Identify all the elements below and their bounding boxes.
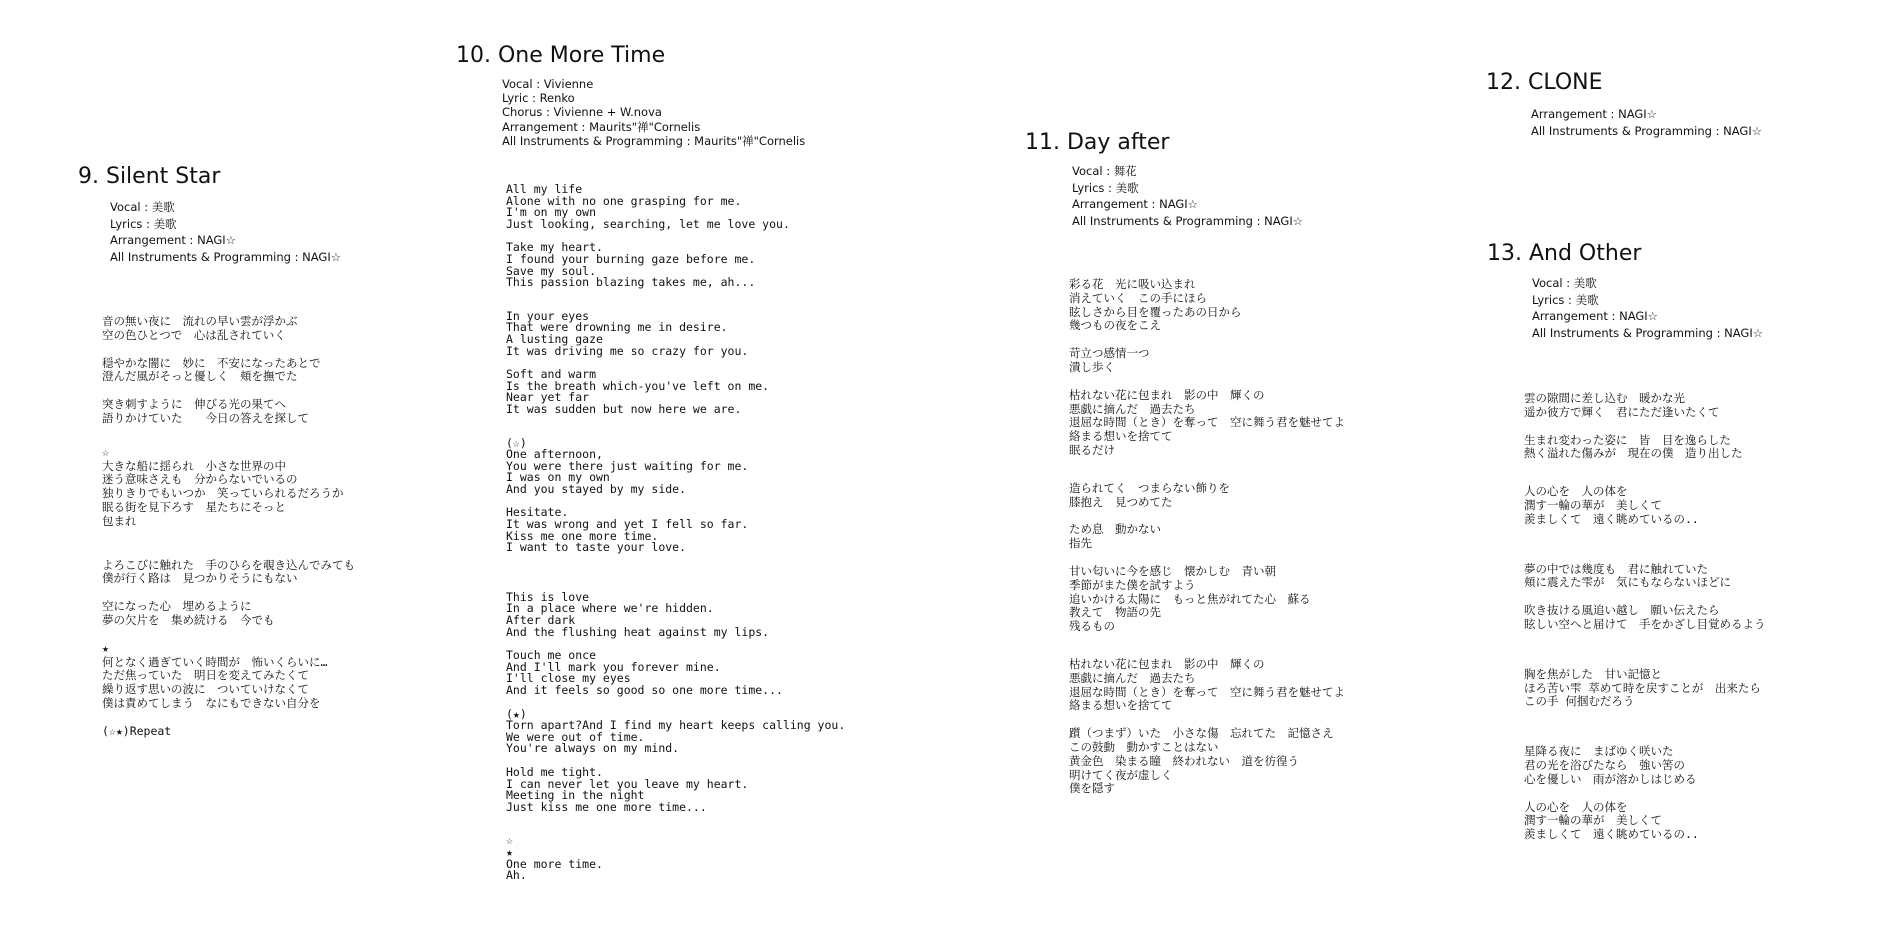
lyric-line: 黄金色 染まる瞳 終われない 道を彷徨う xyxy=(1069,753,1299,768)
lyric-line: Just looking, searching, let me love you. xyxy=(506,216,790,231)
lyric-stanza xyxy=(102,725,355,739)
lyric-line: You're always on my mind. xyxy=(506,741,680,756)
lyric-line: 悪戯に摘んだ 過去たち xyxy=(1069,401,1196,416)
lyric-line: Is the breath which-you've left on me. xyxy=(506,378,770,393)
lyric-line: 語りかけていた 今日の答えを探して xyxy=(102,410,309,425)
track-12-header xyxy=(1486,70,1762,139)
lyric-line: I'm on my own xyxy=(506,205,597,220)
lyric-line: 膝抱え 見つめてた xyxy=(1069,494,1173,509)
lyric-line: 潤す一輪の華が 美しくて xyxy=(1524,813,1662,828)
lyric-line: ただ焦っていた 明日を変えてみたくて xyxy=(102,668,309,683)
lyric-line: 頬に震えた雫が 気にもならないほどに xyxy=(1524,575,1731,590)
lyric-line: It was sudden but now here we are. xyxy=(506,401,742,416)
lyric-line: 絡まる想いを捨てて xyxy=(1069,429,1173,444)
track-title: 9. Silent Star xyxy=(78,164,221,189)
lyric-line: After dark xyxy=(506,613,576,628)
lyric-line: Save my soul. xyxy=(506,263,597,278)
lyric-line: 夢の中では幾度も 君に触れていた xyxy=(1524,561,1708,576)
lyric-stanza xyxy=(102,642,355,711)
lyric-stanza xyxy=(1069,347,1345,375)
lyric-line: 眠る街を見下ろす 星たちにそっと xyxy=(102,499,286,514)
lyric-line: And I'll mark you forever mine. xyxy=(506,659,721,674)
credit-line: All Instruments & Programming : NAGI☆ xyxy=(1532,325,1764,340)
lyric-line: This is love xyxy=(506,589,590,604)
lyric-stanza xyxy=(1069,389,1345,458)
lyric-line: 音の無い夜に 流れの早い雲が浮かぶ xyxy=(102,314,298,328)
lyric-line: And you stayed by my side. xyxy=(506,481,687,496)
lyric-line: 空になった心 埋めるように xyxy=(102,599,252,614)
lyric-line: A lusting gaze xyxy=(506,331,603,346)
lyric-line: 躓（つまず）いた 小さな傷 忘れてた 記憶さえ xyxy=(1069,726,1334,741)
lyric-line: One afternoon, xyxy=(506,447,603,462)
lyric-line: 残るもの xyxy=(1069,619,1115,634)
lyric-line: Near yet far xyxy=(506,390,590,405)
credit-line: All Instruments & Programming : Maurits"禅"Cornelis xyxy=(502,133,806,148)
lyric-stanza xyxy=(102,559,355,587)
lyric-line: 甘い匂いに今を感じ 懐かしむ 青い朝 xyxy=(1069,563,1276,578)
credit-line: Vocal : 舞花 xyxy=(1072,164,1137,178)
lyric-line: Just kiss me one more time... xyxy=(506,799,707,814)
lyric-line: 熱く溢れた傷みが 現在の僕 造り出した xyxy=(1524,446,1743,461)
lyric-line: 穏やかな闇に 妙に 不安になったあとで xyxy=(102,355,321,370)
credit-line: Lyrics : 美歌 xyxy=(1072,180,1139,195)
track-credits xyxy=(502,77,805,148)
lyric-line: Soft and warm xyxy=(506,367,597,382)
credit-line: All Instruments & Programming : NAGI☆ xyxy=(1531,123,1763,138)
lyric-line: 胸を焦がした 甘い記憶と xyxy=(1524,666,1662,681)
lyric-line: Kiss me one more time. xyxy=(506,528,659,543)
lyric-line: 吹き抜ける風追い越し 願い伝えたら xyxy=(1524,603,1720,618)
lyric-stanza xyxy=(506,650,845,696)
lyric-line: (★) xyxy=(506,706,527,721)
track-credits xyxy=(1531,106,1762,139)
lyric-stanza xyxy=(506,308,845,358)
track-title: 13. And Other xyxy=(1487,241,1642,266)
lyric-stanza xyxy=(506,184,845,230)
lyric-line: 眩しさから目を覆ったあの日から xyxy=(1069,304,1242,319)
lyric-line: And it feels so good so one more time... xyxy=(506,683,783,697)
lyric-line: 僕が行く路は 見つかりそうにもない xyxy=(102,571,298,586)
lyric-stanza xyxy=(1069,482,1345,510)
lyric-line: この手 何掴むだろう xyxy=(1524,694,1635,709)
lyric-line: 悪戯に摘んだ 過去たち xyxy=(1069,670,1196,685)
lyric-stanza xyxy=(506,764,845,814)
lyric-line: 星降る夜に まばゆく咲いた xyxy=(1524,744,1674,759)
lyric-stanza xyxy=(1069,278,1345,333)
lyric-line: Torn apart?And I find my heart keeps calling you. xyxy=(506,718,846,733)
track-11-header xyxy=(1025,130,1303,229)
track-10-lyrics xyxy=(506,184,845,896)
lyric-line: 迷う意味さえも 分からないでいるの xyxy=(102,472,298,487)
lyric-line: (☆) xyxy=(506,435,527,450)
lyric-stanza xyxy=(506,507,845,553)
lyric-line: 季節がまた僕を試すよう xyxy=(1069,577,1196,592)
lyric-stanza xyxy=(1069,565,1345,634)
lyric-line: Ah. xyxy=(506,868,527,883)
lyric-stanza xyxy=(506,369,845,415)
lyric-stanza xyxy=(1524,434,1766,462)
lyric-line: 羨ましくて 遠く眺めているの.. xyxy=(1524,511,1699,526)
lyric-line: 君の光を浴びたなら 強い筈の xyxy=(1524,757,1685,772)
track-title: 12. CLONE xyxy=(1486,70,1603,95)
lyric-line: 雲の隙間に差し込む 暖かな光 xyxy=(1524,391,1685,405)
lyric-line: In your eyes xyxy=(506,308,590,323)
lyric-line: Alone with no one grasping for me. xyxy=(506,193,742,208)
track-title: 11. Day after xyxy=(1025,130,1170,155)
lyric-stanza xyxy=(102,315,355,343)
lyric-line: I found your burning gaze before me. xyxy=(506,251,756,266)
lyric-line: 生まれ変わった姿に 皆 目を逸らした xyxy=(1524,432,1731,447)
lyric-line: Hold me tight. xyxy=(506,764,603,779)
lyric-line: 眠るだけ xyxy=(1069,442,1115,457)
lyric-line: 包まれ xyxy=(102,513,137,528)
track-credits xyxy=(1532,275,1763,341)
track-11-lyrics xyxy=(1069,278,1345,810)
credit-line: Vocal : 美歌 xyxy=(1532,276,1597,290)
lyric-line: It was driving me so crazy for you. xyxy=(506,343,749,358)
lyric-stanza xyxy=(506,435,845,496)
lyric-line: よろこびに触れた 手のひらを覗き込んでみても xyxy=(102,557,355,572)
lyric-line: 繰り返す思いの波に ついていけなくて xyxy=(102,682,309,697)
lyric-line: I can never let you leave my heart. xyxy=(506,776,749,791)
credit-line: Arrangement : NAGI☆ xyxy=(1532,309,1658,323)
lyric-stanza xyxy=(506,706,846,756)
lyric-line: I was on my own xyxy=(506,470,610,485)
lyric-line: 遥か彼方で輝く 君にただ逢いたくて xyxy=(1524,404,1720,419)
lyric-line: All my life xyxy=(506,182,583,196)
lyric-line: 羨ましくて 遠く眺めているの.. xyxy=(1524,827,1699,842)
lyric-line: We were out of time. xyxy=(506,729,645,744)
lyric-stanza xyxy=(506,242,845,288)
lyric-line: I'll close my eyes xyxy=(506,671,631,686)
lyric-line: 枯れない花に包まれ 影の中 輝くの xyxy=(1069,656,1265,671)
track-13-header xyxy=(1487,241,1763,341)
lyric-stanza xyxy=(102,357,355,385)
lyric-stanza xyxy=(102,398,355,426)
lyric-line: 大きな船に揺られ 小さな世界の中 xyxy=(102,458,286,473)
lyric-line: ☆ xyxy=(102,444,109,459)
lyric-line: 指先 xyxy=(1069,536,1092,551)
lyric-line: (☆★)Repeat xyxy=(102,723,172,738)
lyric-line: 僕は責めてしまう なにもできない自分を xyxy=(102,695,321,710)
lyric-stanza xyxy=(102,446,355,529)
lyric-line: In a place where we're hidden. xyxy=(506,601,714,616)
lyric-line: 退屈な時間（とき）を奪って 空に舞う君を魅せてよ xyxy=(1069,415,1345,430)
lyric-line: One more time. xyxy=(506,856,603,871)
lyric-line: Hesitate. xyxy=(506,505,569,520)
credit-line: Chorus : Vivienne + W.nova xyxy=(502,105,662,120)
lyric-line: 苛立つ感情一つ xyxy=(1069,346,1150,361)
lyric-line: 枯れない花に包まれ 影の中 輝くの xyxy=(1069,387,1265,402)
lyric-line: 消えていく この手にほら xyxy=(1069,290,1207,305)
credit-line: Lyric : Renko xyxy=(502,91,575,106)
lyric-stanza xyxy=(1524,745,1766,786)
lyric-stanza xyxy=(1524,801,1766,842)
lyric-line: 絡まる想いを捨てて xyxy=(1069,698,1173,713)
lyric-stanza xyxy=(1069,658,1345,713)
lyric-line: 何となく過ぎていく時間が 怖いくらいに… xyxy=(102,654,328,669)
lyric-stanza xyxy=(102,600,355,628)
credit-line: Vocal : 美歌 xyxy=(110,200,175,214)
lyric-line: This passion blazing takes me, ah... xyxy=(506,275,756,290)
lyric-line: 退屈な時間（とき）を奪って 空に舞う君を魅せてよ xyxy=(1069,684,1345,699)
lyric-line: Touch me once xyxy=(506,648,597,663)
track-13-lyrics xyxy=(1524,392,1766,856)
lyric-line: Take my heart. xyxy=(506,240,603,255)
lyric-line: ため息 動かない xyxy=(1069,522,1161,537)
lyric-line: ☆ xyxy=(506,833,513,848)
lyric-line: 潰し歩く xyxy=(1069,359,1115,374)
credit-line: Vocal : Vivienne xyxy=(502,77,594,91)
lyric-line: 人の心を 人の体を xyxy=(1524,484,1628,499)
lyric-line: I want to taste your love. xyxy=(506,540,687,555)
lyric-line: ★ xyxy=(506,844,513,859)
lyric-line: 幾つもの夜をこえ xyxy=(1069,318,1161,333)
lyric-line: 澄んだ風がそっと優しく 頬を撫でた xyxy=(102,369,298,384)
lyric-line: 独りきりでもいつか 笑っていられるだろうか xyxy=(102,486,344,501)
track-9-header xyxy=(78,164,341,265)
lyric-line: And the flushing heat against my lips. xyxy=(506,624,770,639)
lyric-line: 突き刺すように 伸びる光の果てへ xyxy=(102,397,286,412)
lyric-line: 追いかける太陽に もっと焦がれてた心 蘇る xyxy=(1069,591,1311,606)
lyric-stanza xyxy=(506,589,845,639)
lyric-stanza xyxy=(1524,392,1766,420)
lyric-line: 教えて 物語の先 xyxy=(1069,605,1161,620)
lyric-stanza xyxy=(1524,604,1766,632)
track-9-lyrics xyxy=(102,315,355,753)
lyric-line: 彩る花 光に吸い込まれ xyxy=(1069,277,1196,291)
credit-line: Arrangement : NAGI☆ xyxy=(1531,107,1657,121)
track-credits xyxy=(110,199,341,265)
lyric-stanza xyxy=(506,835,845,881)
lyric-stanza xyxy=(1069,523,1345,551)
lyric-stanza xyxy=(1524,668,1766,709)
credit-line: All Instruments & Programming : NAGI☆ xyxy=(1072,213,1304,228)
credit-line: All Instruments & Programming : NAGI☆ xyxy=(110,249,342,264)
lyric-line: It was wrong and yet I fell so far. xyxy=(506,517,749,532)
track-title: 10. One More Time xyxy=(456,43,666,68)
track-10-header xyxy=(456,43,805,148)
credit-line: Arrangement : NAGI☆ xyxy=(110,233,236,247)
credit-line: Arrangement : Maurits"禅"Cornelis xyxy=(502,119,701,134)
lyric-line: 人の心を 人の体を xyxy=(1524,799,1628,814)
credit-line: Arrangement : NAGI☆ xyxy=(1072,197,1198,211)
lyric-line: 空の色ひとつで 心は乱されていく xyxy=(102,327,286,342)
lyric-line: この鼓動 動かすことはない xyxy=(1069,739,1219,754)
credit-line: Lyrics : 美歌 xyxy=(110,216,177,231)
lyric-stanza xyxy=(1069,727,1345,796)
lyric-line: 僕を隠す xyxy=(1069,781,1115,796)
lyric-line: ほろ苦い雫 萃めて時を戻すことが 出来たら xyxy=(1524,680,1761,695)
credit-line: Lyrics : 美歌 xyxy=(1532,292,1599,307)
lyric-line: 夢の欠片を 集め続ける 今でも xyxy=(102,612,275,627)
lyric-line: 潤す一輪の華が 美しくて xyxy=(1524,497,1662,512)
lyric-line: Meeting in the night xyxy=(506,788,645,803)
lyric-line: 造られてく つまらない飾りを xyxy=(1069,480,1230,495)
lyric-line: That were drowning me in desire. xyxy=(506,320,728,335)
lyric-line: 眩しい空へと届けて 手をかざし目覚めるよう xyxy=(1524,616,1766,631)
lyric-line: 心を優しい 雨が溶かしはじめる xyxy=(1524,771,1697,786)
lyric-stanza xyxy=(1524,485,1766,526)
lyric-line: 明けてく夜が虚しく xyxy=(1069,767,1173,782)
lyric-stanza xyxy=(1524,563,1766,591)
track-credits xyxy=(1072,163,1303,229)
lyric-line: ★ xyxy=(102,640,109,655)
lyric-line: You were there just waiting for me. xyxy=(506,458,749,473)
